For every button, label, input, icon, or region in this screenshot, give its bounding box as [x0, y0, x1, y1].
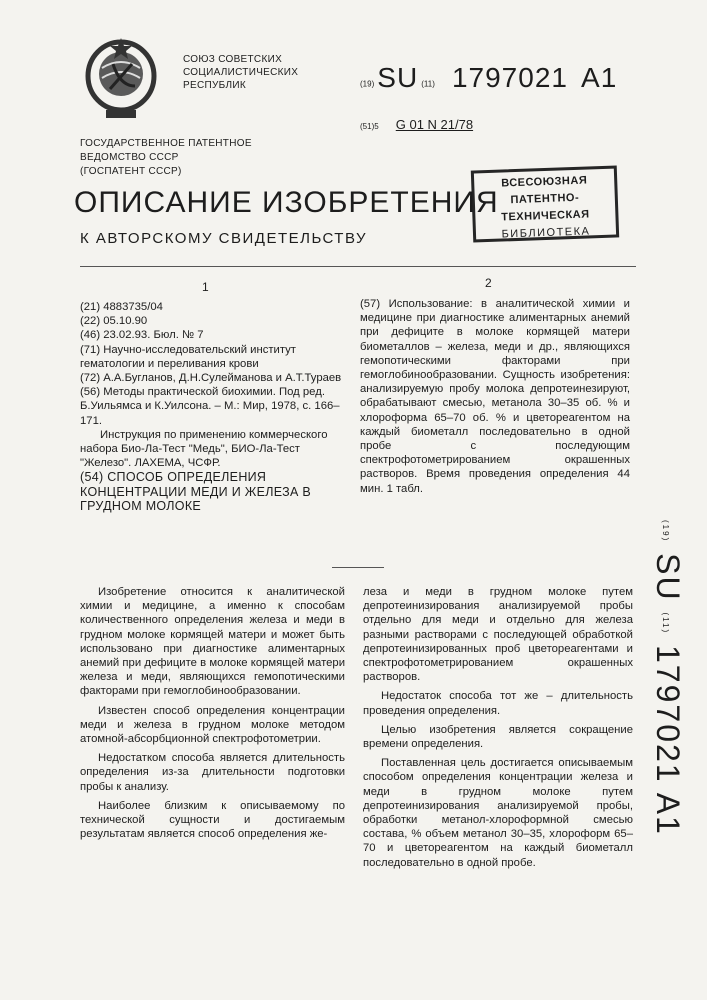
- country-code: SU: [377, 62, 419, 93]
- side-country: SU: [650, 553, 686, 602]
- side-code-19: (19): [660, 520, 670, 543]
- field-56: (56) Методы практической биохимии. Под ред. Б.Уильямса и К.Уилсона. – М.: Мир, 1978, с. 166–171.: [80, 386, 340, 427]
- field-21: (21) 4883735/04: [80, 301, 163, 313]
- state-name-line: РЕСПУБЛИК: [183, 80, 246, 91]
- patent-office: [80, 137, 252, 179]
- code-19: (19): [360, 79, 375, 89]
- state-emblem-icon: [80, 34, 162, 126]
- side-kind: A1: [650, 792, 686, 836]
- abstract: [360, 297, 630, 496]
- paragraph: Целью изобретения является сокращение времени определения.: [363, 723, 633, 751]
- ipc-value: G 01 N 21/78: [395, 117, 474, 132]
- state-name-line: СОЦИАЛИСТИЧЕСКИХ: [183, 67, 299, 78]
- paragraph: Изобретение относится к аналитической химии и медицине, а именно к способам количественного определения железа и меди в грудном молоке кормящей матери и может быть использовано при диагностике алиментарных анемий при дефиците в молоке кормящей матери железа и меди, являющихся гемопотическими факторами при гемоглобинообразовании.: [80, 586, 345, 698]
- paragraph: Недостатком способа является длительность определения из-за длительности подготовки пробы к анализу.: [80, 752, 345, 793]
- stamp-line: ВСЕСОЮЗНАЯ: [501, 174, 588, 190]
- code-11: (11): [421, 79, 435, 89]
- office-line: ВЕДОМСТВО СССР: [80, 152, 179, 163]
- column-number-left: 1: [202, 280, 209, 294]
- state-name-line: СОЮЗ СОВЕТСКИХ: [183, 54, 283, 65]
- field-72: (72) А.А.Бугланов, Д.Н.Сулейманова и А.Т.Тураев: [80, 372, 342, 385]
- column-number-right: 2: [485, 276, 492, 290]
- header-divider: [80, 266, 636, 267]
- description-right-column: [363, 585, 633, 875]
- publication-number: [360, 62, 660, 94]
- abstract-text: (57) Использование: в аналитической химии и медицине при диагностике алиментарных анемий при дефиците в молоке кормящей матери биометаллов – железа, меди и др., являющихся гемопотическими факторами при гемоглобинообразовании. Сущность изобретения: анализируемую пробу молока депротеинезируют, обрабатывают смесью, метанола 30–35 об. % и хлороформа 65–70 об. % и цветореагентом на каждый биометалл последовательно в одной пробе с последующим спектрофотометрированием окрашенных растворов. Время проведения определения 44 мин. 1 табл.: [360, 298, 630, 495]
- paragraph: Недостаток способа тот же – длительность проведения определения.: [363, 690, 633, 717]
- state-name: [183, 53, 298, 92]
- side-number: 1797021: [650, 645, 686, 784]
- paragraph: леза и меди в грудном молоке путем депротеинизирования анализируемой пробы отдельно для меди и отдельно для железа разными растворами с последующей обработкой депротеинизированных проб цветореагентами и спектрофотометрированием окрашенных растворов.: [363, 586, 633, 684]
- office-line: (ГОСПАТЕНТ СССР): [80, 166, 182, 177]
- office-line: ГОСУДАРСТВЕННОЕ ПАТЕНТНОЕ: [80, 138, 252, 149]
- side-number-text: [649, 520, 686, 836]
- bibliographic-data: [80, 300, 345, 514]
- document-subtitle: К АВТОРСКОМУ СВИДЕТЕЛЬСТВУ: [80, 230, 368, 247]
- instruction-reference: Инструкция по применению коммерческого набора Био-Ла-Тест "Медь", БИО-Ла-Тест "Железо". ЛАХЕМА, ЧСФР.: [80, 428, 328, 470]
- document-title: ОПИСАНИЕ ИЗОБРЕТЕНИЯ: [74, 186, 499, 219]
- stamp-line: БИБЛИОТЕКА: [501, 225, 591, 241]
- field-46: (46) 23.02.93. Бюл. № 7: [80, 329, 204, 342]
- field-71: (71) Научно-исследовательский институт гематологии и переливания крови: [80, 343, 296, 370]
- paragraph: Наиболее близким к описываемому по технической сущности и достигаемым результатам является способ определения же-: [80, 799, 345, 841]
- ipc-code-label: (51)5: [360, 122, 379, 131]
- stamp-line: ПАТЕНТНО-ТЕХНИЧЕСКАЯ: [501, 191, 590, 224]
- field-54-title: (54) СПОСОБ ОПРЕДЕЛЕНИЯ КОНЦЕНТРАЦИИ МЕДИ И ЖЕЛЕЗА В ГРУДНОМ МОЛОКЕ: [80, 470, 312, 514]
- side-patent-number: [626, 520, 686, 836]
- section-separator: [332, 567, 384, 568]
- ipc-classification: [360, 117, 473, 132]
- paragraph: Известен способ определения концентрации меди и железа в грудном молоке методом атомной-абсорбционной спектрофотометрии.: [80, 704, 345, 746]
- field-22: (22) 05.10.90: [80, 315, 148, 328]
- paragraph: Поставленная цель достигается описываемым способом определения концентрации железа и меди в грудном молоке путем депротеинизирования анализируемой пробы, обработки метанол-хлороформной смесью состава, % объем метанол 30–35, хлороформ 65–70 и цветореагентом на каждый биометалл последовательно в одной пробе.: [363, 757, 633, 869]
- description-left-column: [80, 585, 345, 846]
- patent-number: 1797021: [451, 62, 568, 93]
- side-code-11: (11): [660, 612, 670, 635]
- kind-code: A1: [581, 62, 618, 93]
